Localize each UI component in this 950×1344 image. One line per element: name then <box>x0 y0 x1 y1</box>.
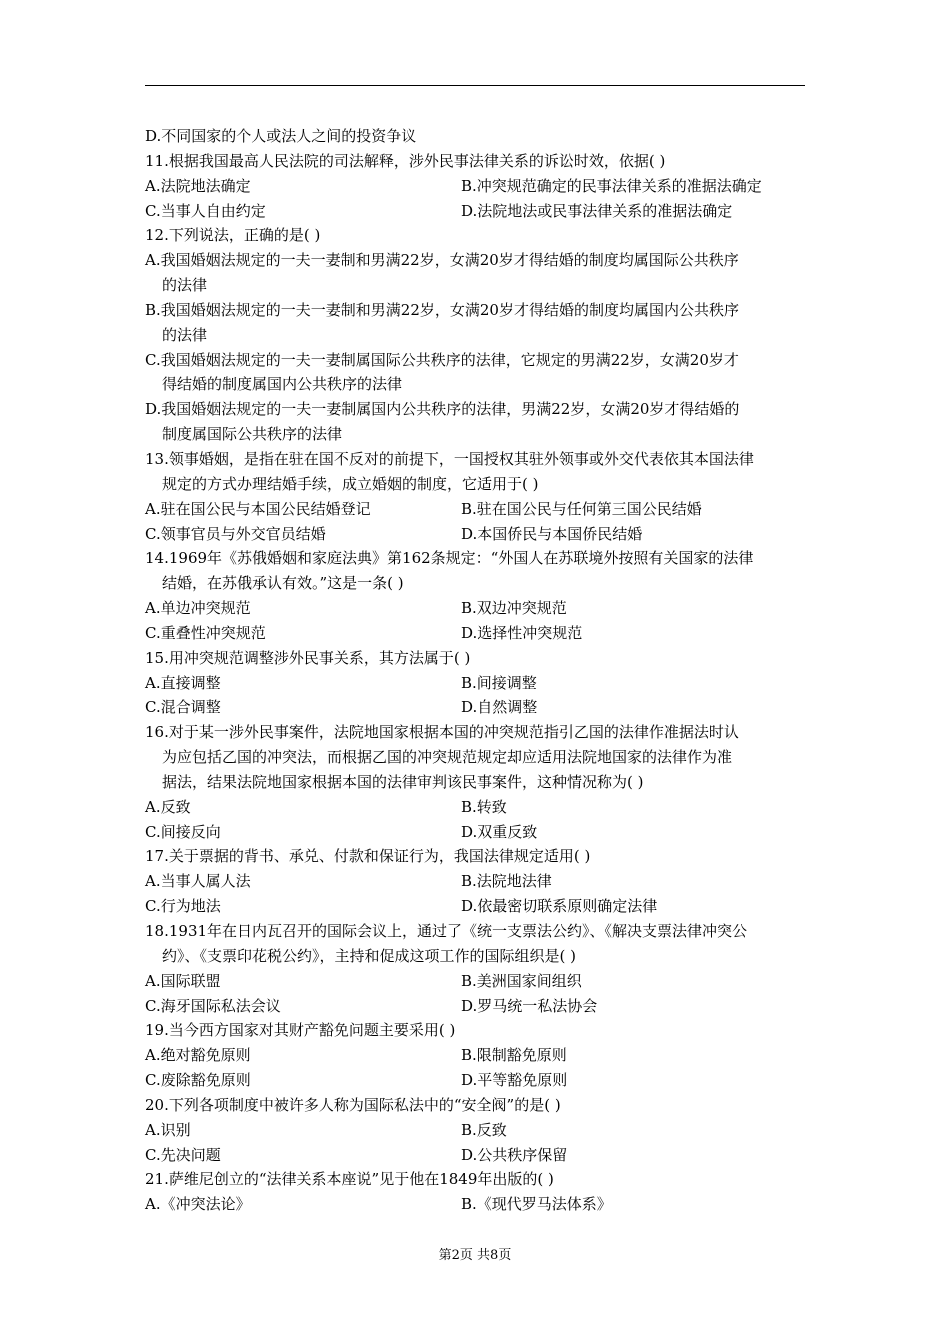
option-a: A.识别 <box>145 1120 191 1139</box>
page-footer: 第2页 共8页 <box>438 1248 512 1263</box>
options-row <box>145 174 807 199</box>
question-17: 17.关于票据的背书、承兑、付款和保证行为，我国法律规定适用( ) <box>145 847 591 866</box>
option-b: B.反致 <box>461 1120 507 1139</box>
question-16-continued: 为应包括乙国的冲突法，而根据乙国的冲突规范规定却应适用法院地国家的法律作为准 <box>162 748 733 767</box>
option-c: C.行为地法 <box>145 897 221 916</box>
option-c: C.海牙国际私法会议 <box>145 996 281 1015</box>
option-b: B.间接调整 <box>461 673 537 692</box>
options-row <box>145 894 807 919</box>
option-d: D.依最密切联系原则确定法律 <box>461 897 658 916</box>
option-a: A.反致 <box>145 797 191 816</box>
options-row <box>145 1192 807 1217</box>
question-20: 20.下列各项制度中被许多人称为国际私法中的“安全阀”的是( ) <box>145 1095 561 1114</box>
question-18: 18.1931年在日内瓦召开的国际会议上，通过了《统一支票法公约》、《解决支票法律冲突公 <box>145 922 748 940</box>
option-d-q10: D.不同国家的个人或法人之间的投资争议 <box>145 127 417 145</box>
option-c: C.间接反向 <box>145 822 221 841</box>
options-row <box>145 1118 807 1143</box>
option-a: A.我国婚姻法规定的一夫一妻制和男满22岁，女满20岁才得结婚的制度均属国际公共秩序 <box>145 251 739 270</box>
option-c: C.废除豁免原则 <box>145 1071 251 1090</box>
option-c: C.当事人自由约定 <box>145 201 266 220</box>
options-row <box>145 994 807 1019</box>
options-row <box>145 522 807 547</box>
question-19: 19.当今西方国家对其财产豁免问题主要采用( ) <box>145 1021 456 1040</box>
option-a: A.绝对豁免原则 <box>145 1046 251 1065</box>
options-row <box>145 820 807 845</box>
options-row <box>145 869 807 894</box>
options-row <box>145 795 807 820</box>
options-row <box>145 1068 807 1093</box>
option-a-continued: 的法律 <box>162 276 208 295</box>
option-d: D.选择性冲突规范 <box>461 623 583 642</box>
options-row <box>145 1143 807 1168</box>
options-row <box>145 1043 807 1068</box>
option-a: A.《冲突法论》 <box>145 1195 251 1214</box>
option-d: D.公共秩序保留 <box>461 1145 568 1164</box>
option-b: B.我国婚姻法规定的一夫一妻制和男满22岁，女满20岁才得结婚的制度均属国内公共秩序 <box>145 300 739 319</box>
option-c: C.混合调整 <box>145 698 221 717</box>
option-d: D.罗马统一私法协会 <box>461 996 598 1015</box>
question-14-continued: 结婚，在苏俄承认有效。”这是一条( ) <box>162 574 404 593</box>
options-row <box>145 695 807 720</box>
option-b: B.限制豁免原则 <box>461 1046 567 1065</box>
question-13-continued: 规定的方式办理结婚手续，成立婚姻的制度，它适用于( ) <box>162 474 539 493</box>
option-d: D.平等豁免原则 <box>461 1071 568 1090</box>
option-b: B.驻在国公民与任何第三国公民结婚 <box>461 499 702 518</box>
question-16-continued: 据法，结果法院地国家根据本国的法律审判该民事案件，这种情况称为( ) <box>162 772 644 791</box>
option-a: A.国际联盟 <box>145 971 221 990</box>
option-c: C.先决问题 <box>145 1145 221 1164</box>
question-12: 12.下列说法，正确的是( ) <box>145 226 321 245</box>
question-14: 14.1969年《苏俄婚姻和家庭法典》第162条规定：“外国人在苏联境外按照有关国家的法律 <box>145 549 754 568</box>
option-d: D.自然调整 <box>461 698 538 717</box>
options-row <box>145 969 807 994</box>
option-c-continued: 得结婚的制度属国内公共秩序的法律 <box>162 375 403 394</box>
option-b: B.双边冲突规范 <box>461 599 567 618</box>
question-11: 11.根据我国最高人民法院的司法解释，涉外民事法律关系的诉讼时效，依据( ) <box>145 151 666 170</box>
question-21: 21.萨维尼创立的“法律关系本座说”见于他在1849年出版的( ) <box>145 1170 554 1189</box>
option-d: D.我国婚姻法规定的一夫一妻制属国内公共秩序的法律，男满22岁，女满20岁才得结婚的 <box>145 400 740 419</box>
options-row <box>145 596 807 621</box>
option-b: B.《现代罗马法体系》 <box>461 1195 612 1214</box>
option-a: A.法院地法确定 <box>145 176 251 195</box>
option-b-continued: 的法律 <box>162 325 208 344</box>
options-row <box>145 671 807 696</box>
option-c: C.我国婚姻法规定的一夫一妻制属国际公共秩序的法律，它规定的男满22岁，女满20岁才 <box>145 350 739 369</box>
option-d: D.法院地法或民事法律关系的准据法确定 <box>461 201 733 220</box>
option-a: A.驻在国公民与本国公民结婚登记 <box>145 499 371 518</box>
options-row <box>145 621 807 646</box>
option-a: A.当事人属人法 <box>145 872 251 891</box>
question-13: 13.领事婚姻，是指在驻在国不反对的前提下，一国授权其驻外领事或外交代表依其本国法律 <box>145 449 754 468</box>
option-d-continued: 制度属国际公共秩序的法律 <box>162 425 343 444</box>
option-c: C.领事官员与外交官员结婚 <box>145 524 326 543</box>
option-d: D.双重反致 <box>461 822 538 841</box>
options-row <box>145 497 807 522</box>
option-c: C.重叠性冲突规范 <box>145 623 266 642</box>
question-16: 16.对于某一涉外民事案件，法院地国家根据本国的冲突规范指引乙国的法律作准据法时认 <box>145 723 739 742</box>
header-rule <box>145 85 805 86</box>
question-15: 15.用冲突规范调整涉外民事关系，其方法属于( ) <box>145 648 471 667</box>
page-content <box>145 124 807 1217</box>
option-b: B.美洲国家间组织 <box>461 971 582 990</box>
option-b: B.法院地法律 <box>461 872 552 891</box>
options-row <box>145 199 807 224</box>
question-18-continued: 约》、《支票印花税公约》，主持和促成这项工作的国际组织是( ) <box>162 946 576 965</box>
option-b: B.转致 <box>461 797 507 816</box>
option-b: B.冲突规范确定的民事法律关系的准据法确定 <box>461 176 762 195</box>
option-a: A.单边冲突规范 <box>145 599 251 618</box>
option-d: D.本国侨民与本国侨民结婚 <box>461 524 643 543</box>
option-a: A.直接调整 <box>145 673 221 692</box>
